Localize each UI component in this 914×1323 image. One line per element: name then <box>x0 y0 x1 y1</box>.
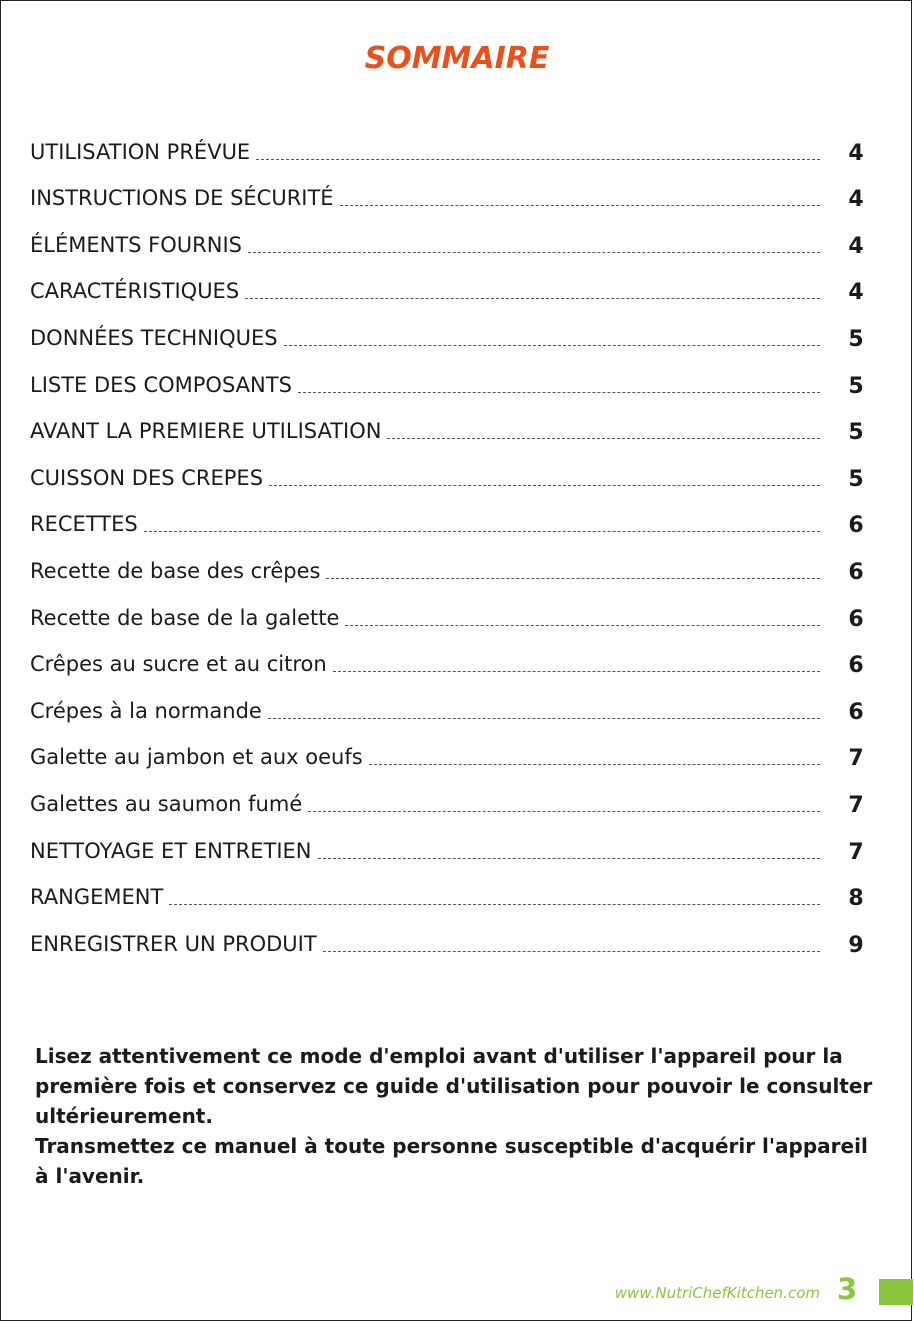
toc-entry-label: CUISSON DES CREPES <box>30 465 264 490</box>
toc-dot-leader <box>268 718 820 719</box>
toc-entry-page-number: 9 <box>848 932 864 958</box>
toc-entry-label: Crépes à la normande <box>30 698 262 723</box>
toc-entry-label: Recette de base des crêpes <box>30 558 321 583</box>
toc-dot-leader <box>369 764 820 765</box>
footer-accent-bar <box>879 1279 913 1305</box>
toc-entry-page-number: 7 <box>848 792 864 818</box>
toc-entry-label: CARACTÉRISTIQUES <box>30 279 240 304</box>
toc-dot-leader <box>269 485 820 486</box>
notice-paragraph: Lisez attentivement ce mode d'emploi avant d'utiliser l'appareil pour la première fois et conservez ce guide d'utilisation pour pouvoir le consulter ultérieurement. <box>35 1044 873 1128</box>
toc-entry-label: LISTE DES COMPOSANTS <box>30 372 292 397</box>
toc-entry-page-number: 4 <box>848 140 864 166</box>
toc-entry[interactable] <box>30 496 870 543</box>
toc-entry-label: Galette au jambon et aux oeufs <box>30 745 363 770</box>
toc-entry[interactable] <box>30 170 870 217</box>
toc-entry[interactable] <box>30 589 870 636</box>
toc-entry-page-number: 6 <box>848 559 864 585</box>
toc-dot-leader <box>318 858 821 859</box>
table-of-contents <box>30 123 870 962</box>
toc-dot-leader <box>245 298 820 299</box>
toc-entry-label: RECETTES <box>30 512 138 537</box>
toc-entry-page-number: 5 <box>848 420 864 446</box>
toc-entry-page-number: 7 <box>848 746 864 772</box>
toc-entry-label: Galettes au saumon fumé <box>30 791 303 816</box>
toc-entry[interactable] <box>30 542 870 589</box>
toc-entry-page-number: 4 <box>848 233 864 259</box>
toc-entry-label: RANGEMENT <box>30 885 164 910</box>
toc-dot-leader <box>340 205 820 206</box>
toc-entry-page-number: 6 <box>848 653 864 679</box>
toc-entry-page-number: 5 <box>848 326 864 352</box>
toc-entry-page-number: 8 <box>848 886 864 912</box>
footer-page-number: 3 <box>837 1272 858 1306</box>
notice-paragraph: Transmettez ce manuel à toute personne susceptible d'acquérir l'appareil à l'avenir. <box>35 1134 868 1188</box>
toc-entry-label: Recette de base de la galette <box>30 605 340 630</box>
toc-entry[interactable] <box>30 449 870 496</box>
toc-entry[interactable] <box>30 356 870 403</box>
toc-entry[interactable] <box>30 263 870 310</box>
toc-dot-leader <box>387 438 820 439</box>
notice-block <box>35 1041 885 1191</box>
toc-entry-label: DONNÉES TECHNIQUES <box>30 325 278 350</box>
toc-entry-label: ENREGISTRER UN PRODUIT <box>30 931 317 956</box>
toc-dot-leader <box>333 671 820 672</box>
toc-dot-leader <box>144 531 820 532</box>
toc-dot-leader <box>326 578 820 579</box>
toc-entry-page-number: 4 <box>848 187 864 213</box>
toc-entry-label: ÉLÉMENTS FOURNIS <box>30 232 242 257</box>
toc-entry[interactable] <box>30 869 870 916</box>
toc-dot-leader <box>298 392 820 393</box>
toc-entry-label: UTILISATION PRÉVUE <box>30 139 251 164</box>
toc-entry[interactable] <box>30 403 870 450</box>
toc-entry[interactable] <box>30 915 870 962</box>
toc-entry[interactable] <box>30 636 870 683</box>
toc-dot-leader <box>256 159 820 160</box>
toc-entry-page-number: 6 <box>848 699 864 725</box>
toc-entry-page-number: 7 <box>848 839 864 865</box>
footer-website-link[interactable]: www.NutriChefKitchen.com <box>614 1284 820 1302</box>
toc-entry[interactable] <box>30 682 870 729</box>
toc-dot-leader <box>284 345 820 346</box>
toc-dot-leader <box>248 252 820 253</box>
page-title: SOMMAIRE <box>364 41 550 76</box>
toc-entry-page-number: 6 <box>848 513 864 539</box>
toc-entry-label: AVANT LA PREMIERE UTILISATION <box>30 419 382 444</box>
toc-dot-leader <box>323 951 820 952</box>
toc-entry-label: Crêpes au sucre et au citron <box>30 652 327 677</box>
toc-entry[interactable] <box>30 309 870 356</box>
toc-entry-page-number: 4 <box>848 280 864 306</box>
toc-entry[interactable] <box>30 775 870 822</box>
toc-entry-page-number: 6 <box>848 606 864 632</box>
toc-dot-leader <box>345 625 820 626</box>
toc-entry[interactable] <box>30 216 870 263</box>
toc-entry-label: INSTRUCTIONS DE SÉCURITÉ <box>30 186 334 211</box>
toc-entry[interactable] <box>30 822 870 869</box>
toc-dot-leader <box>169 904 820 905</box>
toc-entry[interactable] <box>30 729 870 776</box>
toc-entry[interactable] <box>30 123 870 170</box>
toc-entry-label: NETTOYAGE ET ENTRETIEN <box>30 838 312 863</box>
toc-entry-page-number: 5 <box>848 466 864 492</box>
toc-dot-leader <box>308 811 820 812</box>
toc-entry-page-number: 5 <box>848 373 864 399</box>
